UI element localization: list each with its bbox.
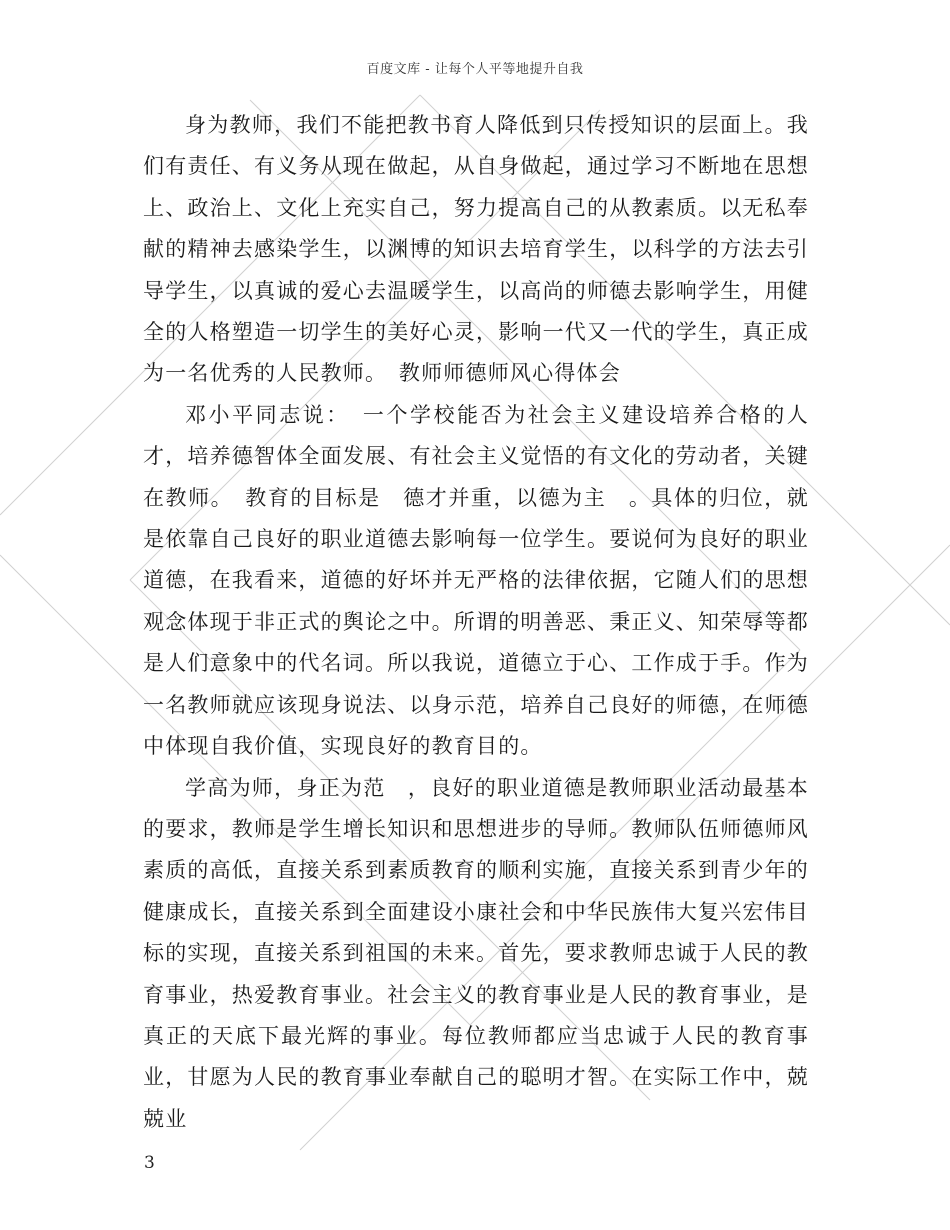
page-number: 3 bbox=[144, 1153, 155, 1173]
document-body bbox=[143, 105, 809, 1140]
paragraph: 身为教师，我们不能把教书育人降低到只传授知识的层面上。我们有责任、有义务从现在做起，从自身做起，通过学习不断地在思想上、政治上、文化上充实自己，努力提高自己的从教素质。以无私奉献的精神去感染学生，以渊博的知识去培育学生，以科学的方法去引导学生，以真诚的爱心去温暖学生，以高尚的师德去影响学生，用健全的人格塑造一切学生的美好心灵，影响一代又一代的学生，真正成为一名优秀的人民教师。 教师师德师风心得体会 bbox=[143, 113, 809, 386]
paragraph: 学高为师，身正为范 ，良好的职业道德是教师职业活动最基本的要求，教师是学生增长知识和思想进步的导师。教师队伍师德师风素质的高低，直接关系到素质教育的顺利实施，直接关系到青少年的健康成长，直接关系到全面建设小康社会和中华民族伟大复兴宏伟目标的实现，直接关系到祖国的未来。首先，要求教师忠诚于人民的教育事业，热爱教育事业。社会主义的教育事业是人民的教育事业，是真正的天底下最光辉的事业。每位教师都应当忠诚于人民的教育事业，甘愿为人民的教育事业奉献自己的聪明才智。在实际工作中，兢兢业 bbox=[143, 775, 809, 1131]
page-header: 百度文库 - 让每个人平等地提升自我 bbox=[366, 62, 584, 77]
paragraph: 邓小平同志说： 一个学校能否为社会主义建设培养合格的人才，培养德智体全面发展、有社会主义觉悟的有文化的劳动者，关键在教师。 教育的目标是 德才并重，以德为主 。具体的归位，就是依靠自己良好的职业道德去影响每一位学生。要说何为良好的职业道德，在我看来，道德的好坏并无严格的法律依据，它随人们的思想观念体现于非正式的舆论之中。所谓的明善恶、秉正义、知荣辱等都是人们意象中的代名词。所以我说，道德立于心、工作成于手。作为一名教师就应该现身说法、以身示范，培养自己良好的师德，在师德中体现自我价值，实现良好的教育目的。 bbox=[143, 402, 809, 759]
